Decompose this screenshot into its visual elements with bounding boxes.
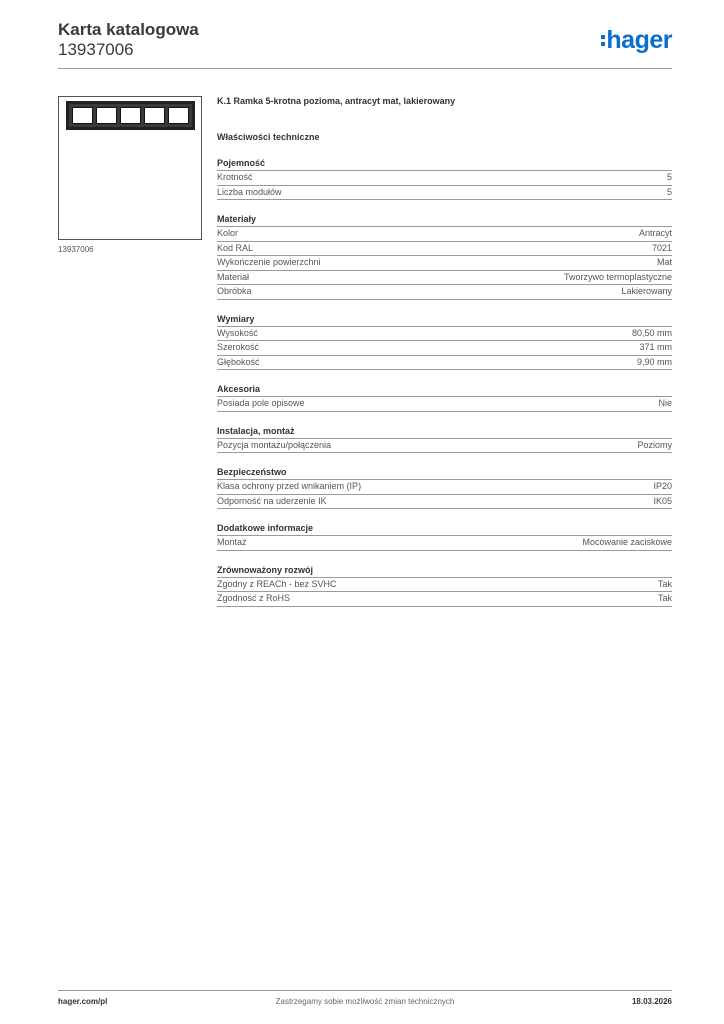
spec-group xyxy=(217,564,672,607)
spec-value: Tak xyxy=(657,578,672,589)
spec-value: Lakierowany xyxy=(621,286,672,296)
spec-row xyxy=(217,227,672,242)
spec-group xyxy=(217,313,672,371)
spec-row xyxy=(217,171,672,186)
spec-group-title: Akcesoria xyxy=(217,383,672,397)
image-caption: 13937006 xyxy=(58,245,94,254)
spec-group xyxy=(217,157,672,200)
spec-row xyxy=(217,592,672,607)
spec-value: Antracyt xyxy=(638,228,672,238)
spec-row xyxy=(217,439,672,454)
spec-groups xyxy=(217,157,672,607)
spec-label: Głębokość xyxy=(217,356,260,367)
spec-value: 5 xyxy=(666,186,672,197)
spec-value: 371 mm xyxy=(639,342,672,352)
spec-value: Tworzywo termoplastyczne xyxy=(563,271,672,282)
spec-label: Odporność na uderzenie IK xyxy=(217,495,327,506)
spec-group-title: Dodatkowe informacje xyxy=(217,522,672,536)
spec-row xyxy=(217,285,672,300)
spec-label: Krotność xyxy=(217,172,253,182)
spec-row xyxy=(217,536,672,551)
spec-row xyxy=(217,256,672,271)
spec-row xyxy=(217,341,672,356)
spec-row xyxy=(217,242,672,257)
frame-slot xyxy=(144,107,165,124)
spec-group-title: Zrównoważony rozwój xyxy=(217,564,672,578)
frame-slot xyxy=(120,107,141,124)
spec-label: Szerokość xyxy=(217,342,260,352)
footer-divider xyxy=(58,990,672,991)
spec-value: 9,90 mm xyxy=(636,356,672,367)
spec-label: Wysokość xyxy=(217,327,258,338)
spec-group-title: Wymiary xyxy=(217,313,672,327)
spec-label: Wykończenie powierzchni xyxy=(217,257,321,267)
spec-group-title: Instalacja, montaż xyxy=(217,425,672,439)
header-divider xyxy=(58,68,672,69)
spec-label: Obróbka xyxy=(217,286,252,296)
spec-content xyxy=(217,94,672,607)
product-image xyxy=(58,96,202,240)
spec-row xyxy=(217,186,672,201)
spec-row xyxy=(217,356,672,371)
spec-row xyxy=(217,327,672,342)
spec-value: IP20 xyxy=(653,481,672,491)
hager-logo xyxy=(601,28,672,53)
document-number: 13937006 xyxy=(58,40,134,59)
spec-group xyxy=(217,522,672,551)
spec-value: Mocowanie zaciskowe xyxy=(582,537,672,547)
spec-group xyxy=(217,383,672,412)
spec-label: Kod RAL xyxy=(217,242,254,253)
spec-row xyxy=(217,578,672,593)
spec-label: Pozycja montażu/połączenia xyxy=(217,439,332,450)
frame-slot xyxy=(96,107,117,124)
spec-value: 5 xyxy=(666,172,672,182)
spec-group-title: Pojemność xyxy=(217,157,672,171)
spec-value: Mat xyxy=(656,257,672,267)
spec-group xyxy=(217,213,672,300)
document-title: Karta katalogowa xyxy=(58,20,199,39)
footer-date: 18.03.2026 xyxy=(631,997,672,1006)
spec-value: Poziomy xyxy=(637,439,672,450)
page-header xyxy=(58,20,672,70)
logo-dots-icon xyxy=(601,35,605,46)
spec-label: Kolor xyxy=(217,228,239,238)
section-title: Właściwości techniczne xyxy=(217,132,320,142)
spec-value: 7021 xyxy=(651,242,672,253)
spec-label: Materiał xyxy=(217,271,250,282)
spec-label: Posiada pole opisowe xyxy=(217,398,305,408)
page-footer xyxy=(58,997,672,1011)
spec-value: IK05 xyxy=(653,495,672,506)
spec-label: Klasa ochrony przed wnikaniem (IP) xyxy=(217,481,362,491)
spec-row xyxy=(217,495,672,510)
footer-website: hager.com/pl xyxy=(58,997,108,1006)
product-name: K.1 Ramka 5-krotna pozioma, antracyt mat, lakierowany xyxy=(217,96,456,106)
footer-disclaimer: Zastrzegamy sobie możliwość zmian technicznych xyxy=(275,997,455,1006)
logo-text: hager xyxy=(606,26,672,54)
spec-label: Zgodny z REACh - bez SVHC xyxy=(217,578,337,589)
spec-value: 80,50 mm xyxy=(631,327,672,338)
frame-illustration xyxy=(66,101,195,130)
spec-value: Tak xyxy=(657,593,672,603)
spec-label: Zgodność z RoHS xyxy=(217,593,291,603)
spec-group xyxy=(217,466,672,509)
frame-slot xyxy=(168,107,189,124)
spec-row xyxy=(217,480,672,495)
spec-group xyxy=(217,425,672,454)
spec-row xyxy=(217,271,672,286)
spec-label: Liczba modułów xyxy=(217,186,282,197)
spec-row xyxy=(217,397,672,412)
spec-group-title: Materiały xyxy=(217,213,672,227)
spec-label: Montaż xyxy=(217,537,247,547)
frame-slot xyxy=(72,107,93,124)
spec-value: Nie xyxy=(658,398,672,408)
spec-group-title: Bezpieczeństwo xyxy=(217,466,672,480)
